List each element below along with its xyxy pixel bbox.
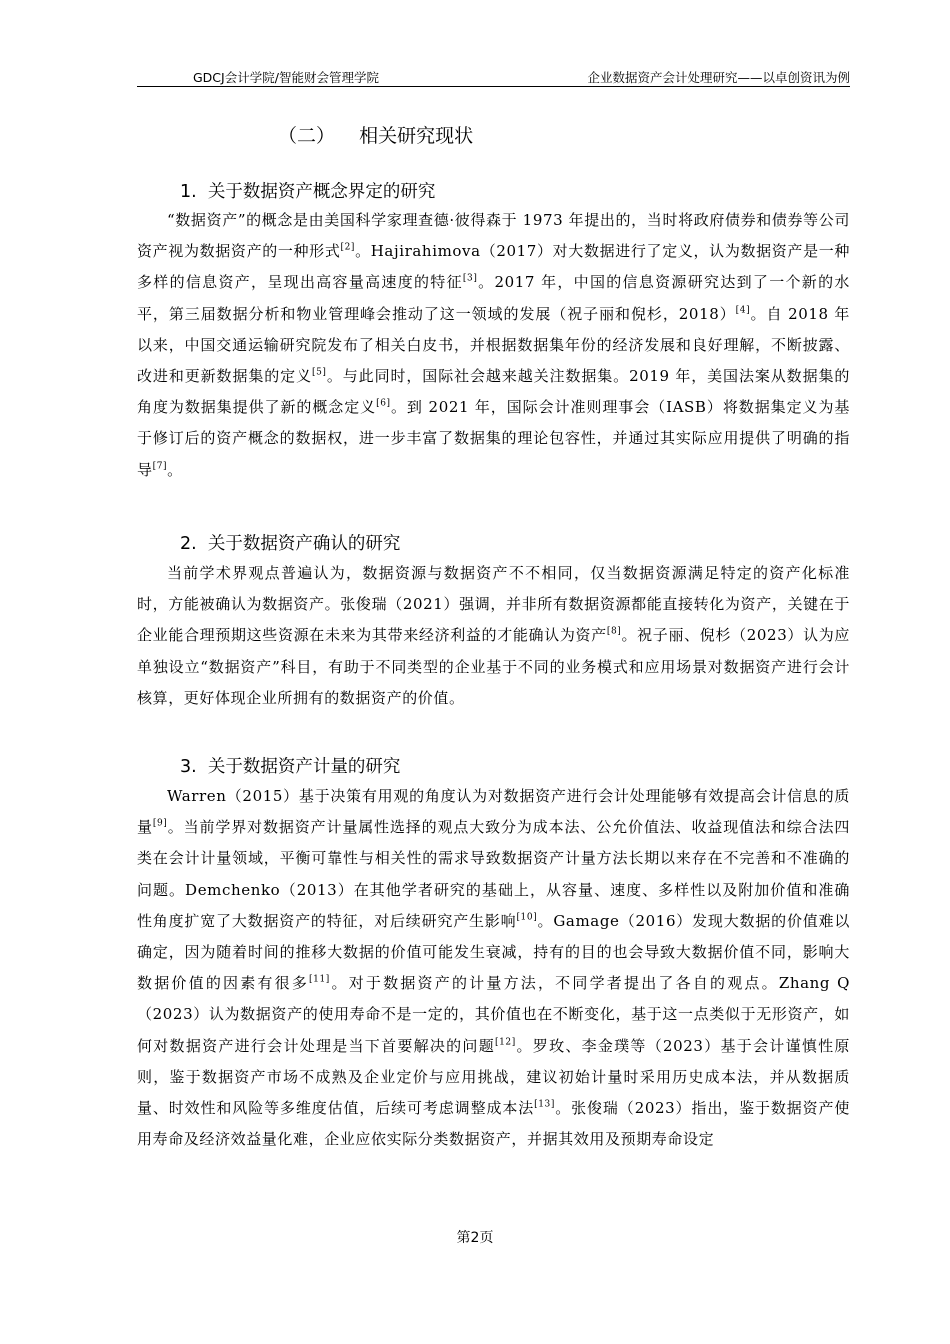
paragraph-text: 。 [167, 460, 183, 479]
citation-ref: [10] [516, 912, 538, 923]
citation-ref: [8] [606, 627, 622, 638]
paragraph-text: 。罗玫、李金璞等（2023）基于会计谨慎性原则，鉴于数据资产市场不成熟及企业定价与应用挑战，建议初始计量时采用历史成本法，并从数据质量、时效性和风险等多维度估值，后续可考虑调整成本法 [137, 1036, 850, 1118]
running-header [137, 68, 850, 88]
citation-ref: [3] [462, 274, 478, 285]
paragraph-text: 。与此同时，国际社会越来越关注数据集。2019 年，美国法案从数据集的角度为数据集提供了新的概念定义 [137, 367, 850, 417]
paragraph-text: 。对于数据资产的计量方法，不同学者提出了各自的观点。Zhang Q（2023）认为数据资产的使用寿命不是一定的，其价值也在不断变化，基于这一点类似于无形资产，如何对数据资产进行会计处理是当下首要解决的问题 [137, 974, 850, 1055]
paragraph-text: 。祝子丽、倪杉（2023）认为应单独设立“数据资产”科目，有助于不同类型的企业基于不同的业务模式和应用场景对数据资产进行会计核算，更好体现企业所拥有的数据资产的价值。 [137, 626, 850, 707]
citation-ref: [12] [494, 1037, 516, 1048]
header-rule [137, 86, 850, 87]
citation-ref: [4] [735, 305, 751, 316]
paragraph-text: 。自 2018 年以来，中国交通运输研究院发布了相关白皮书，并根据数据集年份的经济发展和良好理解，不断披露、改进和更新数据集的定义 [137, 304, 850, 386]
citation-ref: [13] [534, 1099, 555, 1110]
paragraph-text: 。Hajirahimova（2017）对大数据进行了定义，认为数据资产是一种多样的信息资产，呈现出高容量高速度的特征 [137, 242, 850, 292]
citation-ref: [6] [376, 398, 391, 409]
subsection-heading-recognition: 2. 关于数据资产确认的研究 [180, 534, 401, 554]
citation-ref: [11] [309, 974, 330, 985]
paragraph-text: Warren（2015）基于决策有用观的角度认为对数据资产进行会计处理能够有效提高会计信息的质量 [137, 787, 850, 837]
citation-ref: [2] [340, 242, 356, 253]
paragraph-text: “数据资产”的概念是由美国科学家理查德·彼得森于 1973 年提出的，当时将政府债券和债券等公司资产视为数据资产的一种形式 [137, 211, 850, 261]
paragraph-measurement [137, 781, 850, 1155]
paragraph-text: 。2017 年，中国的信息资源研究达到了一个新的水平，第三届数据分析和物业管理峰会推动了这一领域的发展（祝子丽和倪杉，2018） [137, 273, 850, 323]
paragraph-recognition [137, 558, 850, 714]
subsection-heading-concept: 1. 关于数据资产概念界定的研究 [180, 182, 436, 202]
header-thesis-title: 企业数据资产会计处理研究——以卓创资讯为例 [587, 70, 850, 85]
subsection-heading-measurement: 3. 关于数据资产计量的研究 [180, 757, 401, 777]
citation-ref: [9] [152, 818, 168, 829]
paragraph-text: 。到 2021 年，国际会计准则理事会（IASB）将数据集定义为基于修订后的资产概念的数据权，进一步丰富了数据集的理论包容性，并通过其实际应用提供了明确的指导 [137, 398, 850, 479]
paragraph-text: 。张俊瑞（2023）指出，鉴于数据资产使用寿命及经济效益量化难，企业应依实际分类数据资产，并据其效用及预期寿命设定 [137, 1099, 850, 1149]
section-title: （二） 相关研究现状 [278, 125, 474, 147]
paragraph-text: 当前学术界观点普遍认为，数据资源与数据资产不不相同，仅当数据资源满足特定的资产化标准时，方能被确认为数据资产。张俊瑞（2021）强调，并非所有数据资源都能直接转化为资产，关键在于企业能合理预期这些资源在未来为其带来经济利益的才能确认为资产 [137, 564, 850, 645]
header-school: GDCJ会计学院/智能财会管理学院 [193, 70, 379, 85]
citation-ref: [5] [311, 367, 327, 378]
citation-ref: [7] [152, 461, 168, 472]
paragraph-text: 。当前学界对数据资产计量属性选择的观点大致分为成本法、公允价值法、收益现值法和综合法四类在会计计量领域，平衡可靠性与相关性的需求导致数据资产计量方法长期以来存在不完善和不准确的问题。Demchenko（2013）在其他学者研究的基础上，从容量、速度、多样性以及附加价值和准确性角度扩宽了大数据资产的特征，对后续研究产生影响 [137, 818, 850, 930]
page-number: 第2页 [456, 1230, 494, 1246]
paragraph-text: 。Gamage（2016）发现大数据的价值难以确定，因为随着时间的推移大数据的价值可能发生衰减，持有的目的也会导致大数据价值不同，影响大数据价值的因素有很多 [137, 911, 851, 993]
paragraph-concept [137, 205, 850, 486]
